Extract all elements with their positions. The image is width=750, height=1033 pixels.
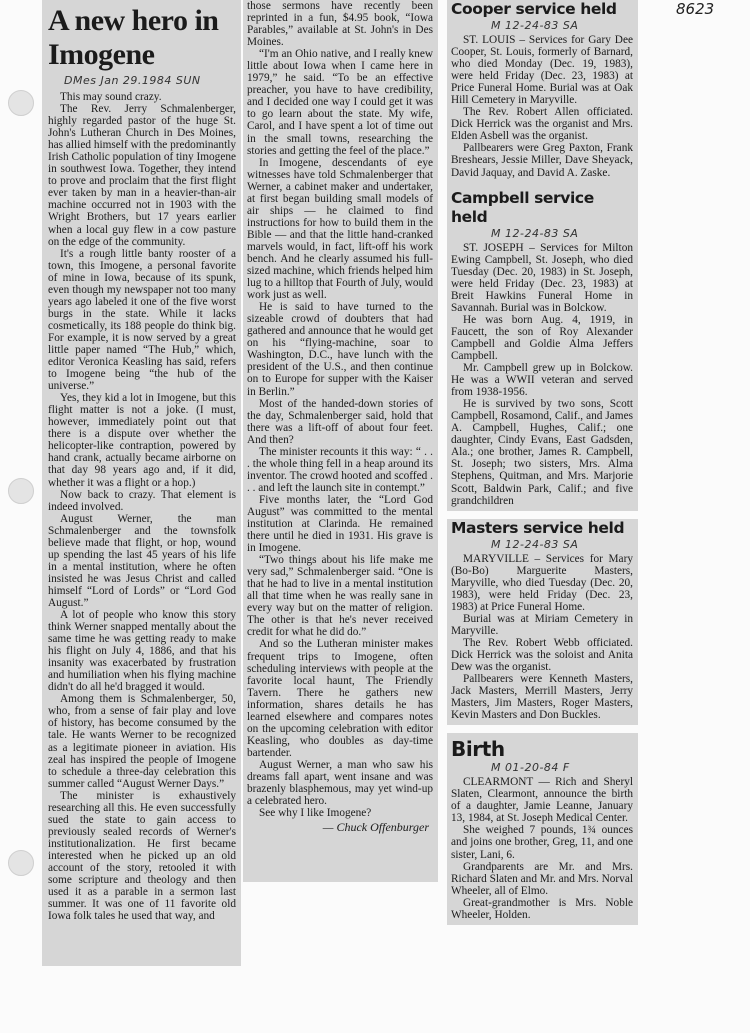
- birth-announcement-clipping: [447, 733, 638, 925]
- headline: A new hero in Imogene: [48, 4, 219, 71]
- punch-hole: [8, 850, 34, 876]
- paragraph: It's a rough little banty rooster of a town, this Imogene, a personal favorite of mine in Iowa, because of its spunk, even though my newspaper not too many years ago labeled it one of the five worst burgs in the state. While it lacks cosmetically, its 188 people do think big. For example, it is now served by a great little paper named “The Hub,” which, editor Veronica Keasling has said, refers to Imogene being “the hub of the universe.”: [48, 247, 236, 393]
- paragraph: Now back to crazy. That element is indeed involved.: [48, 488, 236, 513]
- paragraph: In Imogene, descendants of eye witnesses have told Schmalenberger that Werner, a cabinet maker and undertaker, at first began building small models of air ships — he claimed to find instructions for how to build them in the Bible — and that the little hand-cranked marvels would, in fact, lift-off his work bench. And he clearly assumed his full-sized machine, which friends helped him lug to a hilltop that Fourth of July, would work just as well.: [247, 156, 433, 302]
- obituary-headline-campbell: Campbell service held: [451, 188, 594, 226]
- paragraph: Burial was at Miriam Cemetery in Maryville.: [451, 612, 633, 637]
- paragraph: CLEARMONT — Rich and Sheryl Slaten, Clearmont, announce the birth of a daughter, Jamie Leanne, January 13, 1984, at St. Joseph Medical Center.: [451, 776, 633, 825]
- punch-hole: [8, 90, 34, 116]
- obituary-body-masters: [451, 553, 633, 722]
- obituary-column: [447, 0, 638, 925]
- paragraph: And so the Lutheran minister makes frequent trips to Imogene, often scheduling interviews with people at the favorite local haunt, The Friendly Tavern. There he gathers new information, shares details he has learned elsewhere and compares notes on the upcoming celebration with editor Keasling, who doubles as day-time bartender.: [247, 638, 433, 759]
- document-number: 8623: [676, 0, 715, 18]
- obituary-clipping-cooper-campbell: [447, 0, 638, 511]
- birth-headline: Birth: [451, 737, 505, 762]
- paragraph: The Rev. Robert Allen officiated. Dick Herrick was the organist and Mrs. Elden Asbell was the organist.: [451, 106, 633, 143]
- handwritten-note-birth: M 01-20-84 F: [491, 761, 570, 775]
- paragraph: ST. LOUIS – Services for Gary Dee Cooper, St. Louis, formerly of Barnard, who died Monday (Dec. 19, 1983), were held Friday (Dec. 23, 1983) at Price Funeral Home. Burial was at Oak Hill Cemetery in Maryville.: [451, 34, 633, 107]
- column-clipping-part-1: [42, 0, 241, 966]
- obituary-body-campbell: [451, 242, 633, 507]
- article-body-continued: [247, 0, 433, 819]
- paragraph: He is said to have turned to the sizeable crowd of doubters that had gathered and announce that he would get on his “flying-machine, soar to Washington, D.C., have lunch with the president of the U.S., and then continue on to Europe for supper with the Kaiser in Berlin.”: [247, 301, 433, 398]
- obituary-clipping-masters: [447, 519, 638, 726]
- paragraph: Mr. Campbell grew up in Bolckow. He was a WWII veteran and served from 1938-1956.: [451, 362, 633, 399]
- handwritten-note-cooper: M 12-24-83 SA: [491, 19, 579, 32]
- paragraph: Pallbearers were Kenneth Masters, Jack Masters, Merrill Masters, Jerry Masters, Jim Masters, Roger Masters, Kevin Masters and Don Buckles.: [451, 673, 633, 722]
- paragraph: The minister recounts it this way: “ . . . the whole thing fell in a heap around its inventor. The crowd hooted and scoffed . . . and left the launch site in contempt.”: [247, 445, 433, 494]
- paragraph: He was born Aug. 4, 1919, in Faucett, the son of Roy Alexander Campbell and Goldie Alma Jeffers Campbell.: [451, 313, 633, 362]
- paragraph: He is survived by two sons, Scott Campbell, Rosamond, Calif., and James A. Campbell, Hughes, Calif.; one daughter, Cindy Evans, East Gadsden, Ala.; one brother, James R. Campbell, St. Joseph; two sisters, Mrs. Alma Stephens, Quitman, and Mrs. Marjorie Scott, Baldwin Park, Calif.; and five grandchildren: [451, 398, 633, 507]
- paragraph: August Werner, a man who saw his dreams fall apart, went insane and was brazenly blasphemous, may yet wind-up a celebrated hero.: [247, 758, 433, 808]
- paragraph: The minister is exhaustively researching all this. He even successfully sued the state to gain access to previously sealed records of Werner's institutionalization. He first became interested when he picked up an old account of the story, retooled it with some scripture and theology and then used it as a parable in a sermon last summer. It was one of 11 favorite old Iowa folk tales he used that way, and: [48, 789, 236, 923]
- obituary-headline-cooper: Cooper service held: [451, 0, 617, 18]
- handwritten-note-masters: M 12-24-83 SA: [491, 537, 579, 551]
- paragraph: This may sound crazy.: [60, 91, 162, 103]
- paragraph: The Rev. Robert Webb officiated. Dick Herrick was the soloist and Anita Dew was the organist.: [451, 636, 633, 674]
- paragraph: “I'm an Ohio native, and I really knew little about Iowa when I came here in 1979,” he said. “To be an effective preacher, you have to have credibility, and I decided one way I could get it was to go learn about the state. My wife, Carol, and I have spent a lot of time out in the small towns, researching the stories and getting the feel of the place.”: [247, 48, 433, 157]
- paragraph: ST. JOSEPH – Services for Milton Ewing Campbell, St. Joseph, who died Tuesday (Dec. 20, 1983) in St. Joseph, were held Friday (Dec. 23, 1983) at Breit Hawkins Funeral Home in Savannah. Burial was in Bolckow.: [451, 241, 633, 314]
- obituary-headline-masters: Masters service held: [451, 518, 625, 537]
- paragraph: The Rev. Jerry Schmalenberger, highly regarded pastor of the huge St. John's Lutheran Church in Des Moines, has allied himself with the predominantly Irish Catholic population of tiny Imogene in southwest Iowa. Together, they intend to prove and proclaim that the first flight ever taken by man in a heavier-than-air machine occurred not in 1903 with the Wright Brothers, but 17 years earlier when a local guy flew in a cow pasture on the edge of the community.: [48, 103, 236, 248]
- paragraph: MARYVILLE – Services for Mary (Bo-Bo) Marguerite Masters, Maryville, who died Tuesday (Dec. 20, 1983), were held Friday (Dec. 23, 1983) at Price Funeral Home.: [451, 552, 633, 613]
- paragraph: Great-grandmother is Mrs. Noble Wheeler, Holden.: [451, 896, 633, 921]
- paragraph: See why I like Imogene?: [259, 807, 372, 820]
- paragraph: Yes, they kid a lot in Imogene, but this flight matter is not a joke. (I must, however, immediately point out that there is a dispute over whether the helicopter-like contraption, powered by hand crank, actually became airborne on that day 98 years ago and, if it did, whether it was a flight or a hop.): [48, 392, 236, 489]
- column-clipping-part-2: [243, 0, 438, 882]
- paragraph: A lot of people who know this story think Werner snapped mentally about the same time he was getting ready to make his flight on July 4, 1886, and that his insanity was exacerbated by frustration and humiliation when his flying machine didn't do all he'd bragged it would.: [48, 609, 236, 694]
- paragraph: those sermons have recently been reprinted in a fun, $4.95 book, “Iowa Parables,” available at St. John's in Des Moines.: [247, 0, 433, 49]
- article-body: [48, 91, 236, 922]
- obituary-body-cooper: [451, 34, 633, 179]
- handwritten-date-note: DMes Jan 29.1984 SUN: [64, 74, 201, 87]
- paragraph: “Two things about his life make me very sad,” Schmalenberger said. “One is that he had to live in a mental institution all that time when he was really sane in every way but on the matter of religion. The other is that he's never received credit for what he did do.”: [247, 554, 433, 639]
- paragraph: August Werner, the man Schmalenberger and the townsfolk believe made that flight, or hop, wound up spending the last 45 years of his life in a mental institution, where he often insisted he was Jesus Christ and called himself “Lord of Lords” or “Lord God August.”: [48, 512, 236, 609]
- paragraph: Five months later, the “Lord God August” was committed to the mental institution at Clarinda. He remained there until he died in 1931. His grave is in Imogene.: [247, 493, 433, 555]
- byline: — Chuck Offenburger: [322, 820, 429, 835]
- birth-body: [451, 776, 633, 921]
- paragraph: Grandparents are Mr. and Mrs. Richard Slaten and Mr. and Mrs. Norval Wheeler, all of Elmo.: [451, 860, 633, 897]
- punch-hole: [8, 478, 34, 504]
- paragraph: Among them is Schmalenberger, 50, who, from a sense of fair play and love of history, has become consumed by the tale. He wants Werner to be recognized as a legitimate pioneer in aviation. His zeal has inspired the people of Imogene to schedule a three-day celebration this summer called “August Werner Days.”: [48, 693, 236, 790]
- handwritten-note-campbell: M 12-24-83 SA: [491, 226, 579, 240]
- paragraph: She weighed 7 pounds, 1¾ ounces and joins one brother, Greg, 11, and one sister, Lani, 6.: [451, 824, 633, 861]
- paragraph: Most of the handed-down stories of the day, Schmalenberger said, hold that there was a lift-off of about four feet. And then?: [247, 397, 433, 446]
- paragraph: Pallbearers were Greg Paxton, Frank Breshears, Jessie Miller, Dave Sheyack, David Jaquay, and David A. Zaske.: [451, 142, 633, 179]
